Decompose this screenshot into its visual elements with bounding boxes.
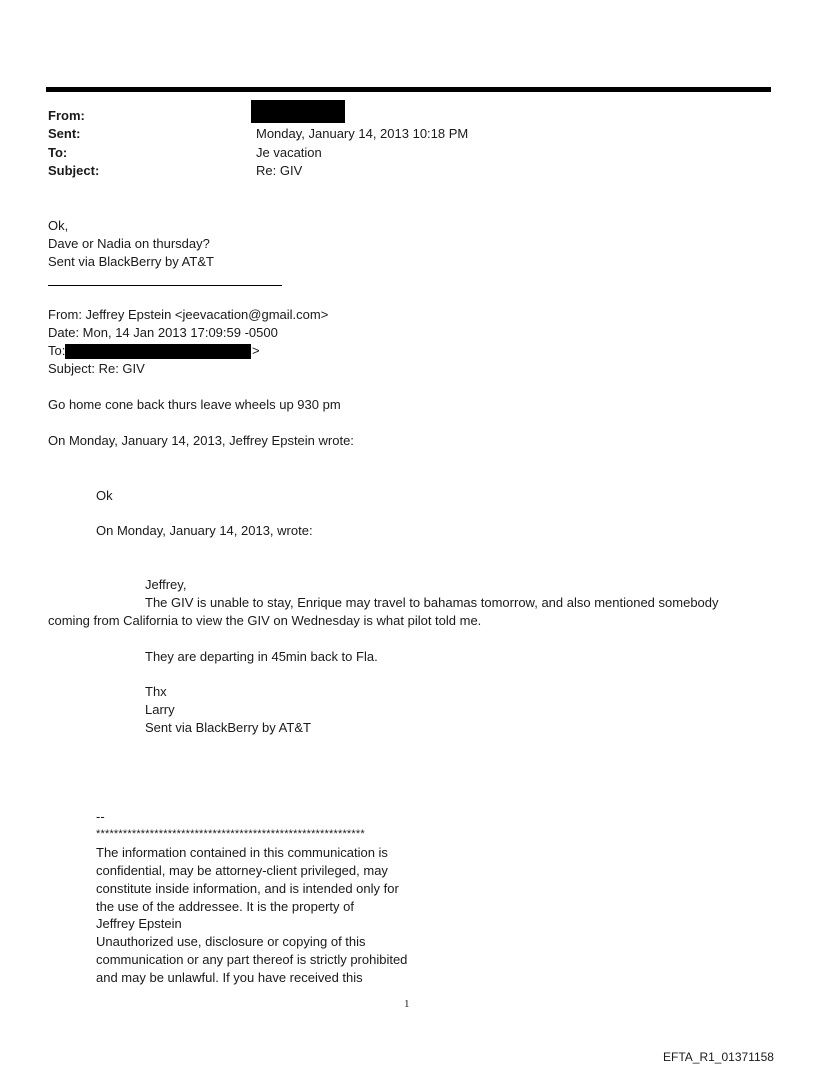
fwd-attribution: On Monday, January 14, 2013, Jeffrey Epstein wrote: — [48, 433, 354, 448]
disclaimer-dashes: -- — [96, 809, 105, 824]
fwd-to-suffix: > — [252, 343, 260, 358]
disclaimer-line: Unauthorized use, disclosure or copying of this — [96, 934, 366, 949]
reply-line-3: Sent via BlackBerry by AT&T — [48, 254, 214, 269]
disclaimer-line: The information contained in this communication is — [96, 845, 388, 860]
fwd-date: Date: Mon, 14 Jan 2013 17:09:59 -0500 — [48, 325, 278, 340]
fwd-to-prefix: To: — [48, 343, 66, 358]
subject-value: Re: GIV — [256, 163, 303, 178]
quote1-text: Ok — [96, 488, 113, 503]
disclaimer-stars: ************************************************************ — [96, 828, 365, 840]
disclaimer-line: Jeffrey Epstein — [96, 916, 182, 931]
sent-label: Sent: — [48, 126, 81, 141]
document-id: EFTA_R1_01371158 — [663, 1050, 774, 1064]
subject-label: Subject: — [48, 163, 100, 178]
disclaimer-line: communication or any part thereof is strictly prohibited — [96, 952, 408, 967]
separator-line — [48, 285, 282, 286]
quote1-attribution: On Monday, January 14, 2013, wrote: — [96, 523, 313, 538]
reply-line-1: Ok, — [48, 218, 69, 233]
quote2-greeting: Jeffrey, — [145, 577, 187, 592]
quote2-para2: They are departing in 45min back to Fla. — [145, 649, 378, 664]
quote2-signoff-3: Sent via BlackBerry by AT&T — [145, 720, 311, 735]
quote2-signoff-1: Thx — [145, 684, 167, 699]
quote2-signoff-2: Larry — [145, 702, 175, 717]
header-rule — [46, 87, 771, 92]
page-number: 1 — [404, 998, 410, 1010]
quote2-para1-line2: coming from California to view the GIV on Wednesday is what pilot told me. — [48, 613, 482, 628]
from-label: From: — [48, 108, 85, 123]
sent-value: Monday, January 14, 2013 10:18 PM — [256, 126, 469, 141]
disclaimer-line: and may be unlawful. If you have received this — [96, 970, 363, 985]
disclaimer-line: the use of the addressee. It is the property of — [96, 899, 354, 914]
fwd-from: From: Jeffrey Epstein <jeevacation@gmail.com> — [48, 307, 329, 322]
fwd-body: Go home cone back thurs leave wheels up 930 pm — [48, 397, 341, 412]
fwd-subject: Subject: Re: GIV — [48, 361, 145, 376]
to-label: To: — [48, 145, 68, 160]
reply-line-2: Dave or Nadia on thursday? — [48, 236, 210, 251]
quote2-para1-line1: The GIV is unable to stay, Enrique may travel to bahamas tomorrow, and also mentioned somebody — [145, 595, 719, 610]
disclaimer-line: constitute inside information, and is intended only for — [96, 881, 399, 896]
disclaimer-line: confidential, may be attorney-client privileged, may — [96, 863, 388, 878]
to-value: Je vacation — [256, 145, 322, 160]
from-redaction — [251, 100, 345, 123]
to-redaction — [65, 344, 251, 359]
